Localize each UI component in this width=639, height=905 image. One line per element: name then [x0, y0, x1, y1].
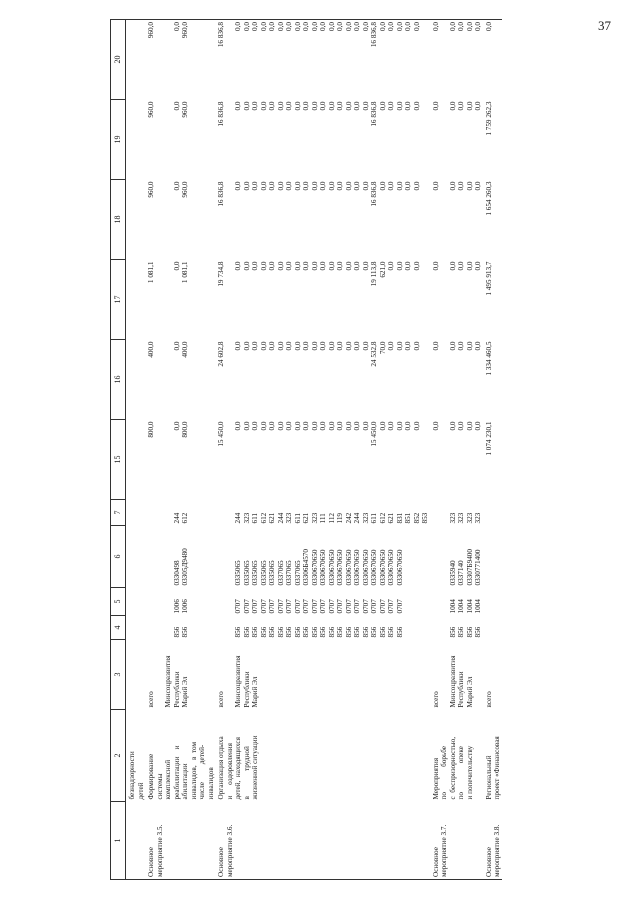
value-col-16: 1 334 460,5 — [484, 341, 493, 376]
section-code: 1004 1004 1004 1004 — [448, 599, 482, 614]
value-col-18: 1 654 260,3 — [484, 181, 493, 216]
value-col-19: 0,0 0,0 0,0 0,0 0,0 — [431, 101, 482, 111]
table-row — [430, 20, 483, 880]
value-col-15: 800,0 0,0 800,0 — [147, 421, 189, 438]
value-col-17: 19 734,8 0,0 0,0 0,0 0,0 0,0 0,0 0,0 0,0 0,0 0,0 0,0 0,0 0,0 0,0 0,0 0,0 19 113,8 621,0 0,0 0,0 0,0 0,0 — [217, 261, 421, 287]
grbs-code: 856 856 856 856 — [448, 626, 482, 638]
executor: всего Минсоцразвития Республики Марий Эл — [147, 655, 189, 708]
header-cell: 4 — [111, 616, 126, 640]
expense-type-code: 244 612 — [172, 512, 189, 524]
expense-type-code: 323 323 323 323 — [448, 512, 482, 524]
measure-name: Основное мероприятие 3.8. — [483, 802, 502, 880]
table-row — [145, 20, 215, 880]
target-article-code: 0335065 0335065 0335065 0335065 0335065 0337065 0337065 0337065 03306Б4570 0330670650 0330670650 0330670650 0330670650 0330670650 0330670650 0330670650 0330670650 0330670650 0330670650 0330670650 — [234, 549, 404, 586]
value-col-18 — [126, 180, 146, 260]
executor — [126, 640, 146, 710]
value-col-15: 1 074 230,1 — [484, 421, 493, 456]
header-cell: 1 — [111, 802, 126, 880]
value-col-16: 400,0 0,0 400,0 — [147, 341, 189, 358]
grbs-code — [126, 616, 146, 640]
value-col-17: 1 495 913,7 — [484, 261, 493, 296]
target-article-code: 0330498 03305Д9480 — [172, 548, 189, 586]
measure-name: Основное мероприятие 3.6. — [215, 802, 430, 880]
table-row — [215, 20, 430, 880]
executor: всего — [484, 691, 493, 708]
value-col-16: 0,0 0,0 0,0 0,0 0,0 — [431, 341, 482, 351]
executor: всего Минсоцразвития Республики Марий Эл — [431, 655, 474, 708]
measure-name: Основное мероприятие 3.7. — [430, 802, 483, 880]
measure-description: Формирование системы комплексной реабилитации и абилитации инвалидов, в том числе детей- инвалидов — [147, 741, 215, 800]
header-cell: 2 — [111, 710, 126, 802]
expense-type-code — [483, 500, 502, 526]
value-col-18: 960,0 0,0 960,0 — [147, 181, 189, 198]
header-cell: 7 — [111, 500, 126, 526]
value-col-16: 24 602,8 0,0 0,0 0,0 0,0 0,0 0,0 0,0 0,0 0,0 0,0 0,0 0,0 0,0 0,0 0,0 0,0 24 532,8 70,0 0,0 0,0 0,0 0,0 — [217, 341, 421, 367]
value-col-19: 960,0 0,0 960,0 — [147, 101, 189, 118]
table-row — [126, 20, 146, 880]
header-cell: 20 — [111, 20, 126, 100]
header-cell: 15 — [111, 420, 126, 500]
header-cell: 18 — [111, 180, 126, 260]
section-code: 1006 1006 — [172, 599, 189, 614]
header-cell: 19 — [111, 100, 126, 180]
measure-description: Мероприятия по борьбе с беспризорностью, по опеке и попечительству — [431, 736, 474, 800]
header-cell: 3 — [111, 640, 126, 710]
header-cell: 16 — [111, 340, 126, 420]
value-col-17: 1 081,1 0,0 1 081,1 — [147, 261, 189, 284]
value-col-17: 0,0 0,0 0,0 0,0 0,0 — [431, 261, 482, 271]
section-code: 0707 0707 0707 0707 0707 0707 0707 0707 0707 0707 0707 0707 0707 0707 0707 0707 0707 0707 0707 0707 — [234, 599, 404, 614]
rotated-table-wrapper — [110, 10, 639, 880]
measure-description: Организация отдыха и оздоровления детей, находящихся в трудной жизненной ситуации — [217, 735, 259, 800]
budget-table — [110, 19, 502, 880]
value-col-19: 1 759 262,3 — [484, 101, 493, 136]
value-col-19: 16 836,8 0,0 0,0 0,0 0,0 0,0 0,0 0,0 0,0 0,0 0,0 0,0 0,0 0,0 0,0 0,0 0,0 16 836,8 0,0 0,0 0,0 0,0 0,0 — [217, 101, 421, 127]
value-col-20: 960,0 0,0 960,0 — [145, 20, 215, 100]
table-row — [483, 20, 502, 880]
value-col-15: 15 450,0 0,0 0,0 0,0 0,0 0,0 0,0 0,0 0,0 0,0 0,0 0,0 0,0 0,0 0,0 0,0 0,0 15 450,0 0,0 0,0 0,0 0,0 0,0 — [217, 421, 421, 447]
expense-type-code — [126, 500, 146, 526]
page-number: 37 — [598, 18, 611, 33]
measure-name — [126, 802, 146, 880]
measure-name: Основное мероприятие 3.5. — [145, 802, 215, 880]
value-col-16 — [126, 340, 146, 420]
value-col-18: 16 836,8 0,0 0,0 0,0 0,0 0,0 0,0 0,0 0,0 0,0 0,0 0,0 0,0 0,0 0,0 0,0 0,0 16 836,8 0,0 0,0 0,0 0,0 0,0 — [217, 181, 421, 207]
value-col-18: 0,0 0,0 0,0 0,0 0,0 — [431, 181, 482, 191]
target-article-code: 0335940 0337140 03307Б9400 0330771400 — [448, 549, 482, 586]
executor: всего Минсоцразвития Республики Марий Эл — [217, 655, 259, 708]
value-col-20: 16 836,8 0,0 0,0 0,0 0,0 0,0 0,0 0,0 0,0 0,0 0,0 0,0 0,0 0,0 0,0 0,0 0,0 16 836,8 0,0 0,0 0,0 0,0 0,0 — [215, 20, 430, 100]
grbs-code: 856 856 856 856 856 856 856 856 856 856 856 856 856 856 856 856 856 856 856 856 — [234, 626, 404, 638]
target-article-code — [126, 526, 146, 588]
value-col-15 — [126, 420, 146, 500]
header-cell: 17 — [111, 260, 126, 340]
expense-type-code: 244 323 611 612 621 244 323 611 621 323 111 112 119 242 244 323 611 612 621 831 851 852 853 — [234, 512, 429, 524]
section-code — [483, 588, 502, 616]
header-cell: 6 — [111, 526, 126, 588]
measure-description: Региональный проект «Финансовая — [484, 736, 501, 800]
measure-description: безнадзорности детей — [128, 751, 145, 800]
table-header — [111, 20, 126, 880]
grbs-code — [483, 616, 502, 640]
value-col-19 — [126, 100, 146, 180]
grbs-code: 856 856 — [172, 626, 189, 638]
value-col-20: 0,0 — [483, 20, 502, 100]
section-code — [126, 588, 146, 616]
value-col-15: 0,0 0,0 0,0 0,0 0,0 — [431, 421, 482, 431]
target-article-code — [483, 526, 502, 588]
value-col-17 — [126, 260, 146, 340]
header-cell: 5 — [111, 588, 126, 616]
value-col-20: 0,0 0,0 0,0 0,0 0,0 — [430, 20, 483, 100]
value-col-20 — [126, 20, 146, 100]
